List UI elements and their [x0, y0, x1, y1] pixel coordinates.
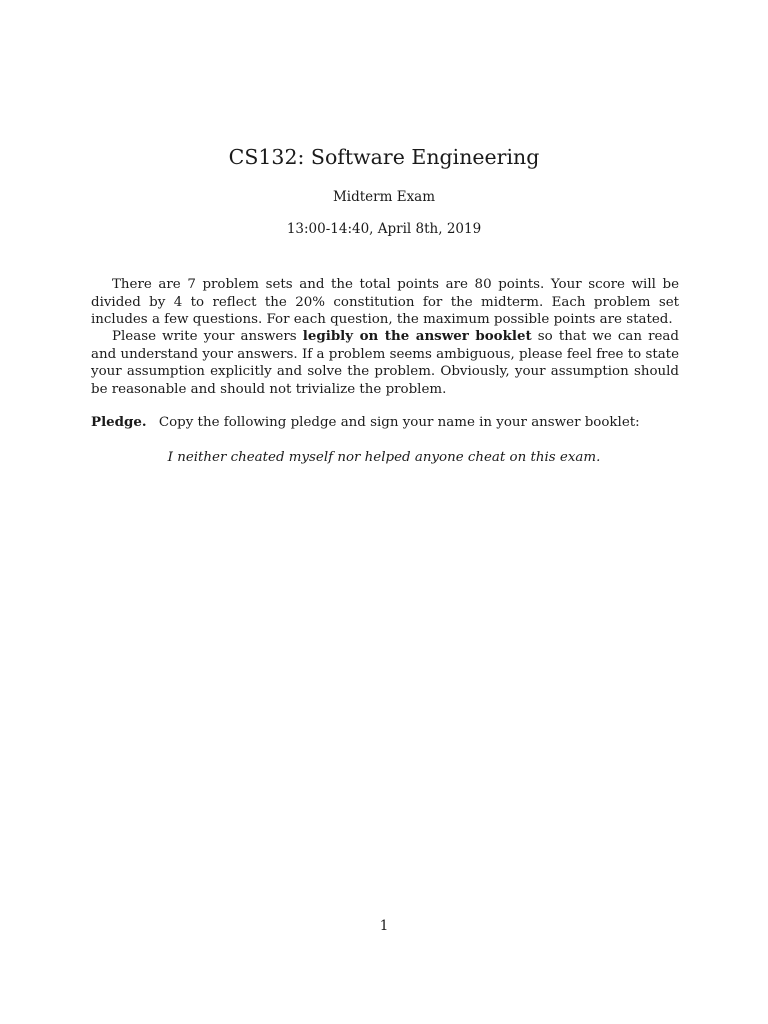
instructions-paragraph-1: There are 7 problem sets and the total points are 80 points. Your score will be divided by 4 to reflect the 20% constitution for the midterm. Each problem set includes a few questions. For each question, the maximum possible points are stated.	[91, 277, 679, 328]
pledge-quote: I neither cheated myself nor helped anyone cheat on this exam.	[167, 450, 601, 465]
page-title: CS132: Software Engineering	[228, 145, 540, 169]
page-number: 1	[379, 918, 389, 934]
pledge-text: Copy the following pledge and sign your name in your answer booklet:	[158, 415, 640, 430]
exam-datetime: 13:00-14:40, April 8th, 2019	[286, 221, 482, 237]
instructions-paragraph-2-start: Please write your answers	[112, 329, 303, 344]
pledge-section	[91, 413, 679, 432]
instructions-emphasis: legibly on the answer booklet	[302, 328, 532, 344]
exam-subtitle: Midterm Exam	[332, 189, 436, 205]
instructions-paragraph-2	[91, 328, 679, 398]
pledge-label: Pledge.	[91, 414, 147, 430]
instructions-paragraph-2-end: so that we can read and understand your answers. If a problem seems ambiguous, please feel free to state your assumption explicitly and solve the problem. Obviously, your assumption should be reasonable and should not trivialize the problem.	[91, 329, 679, 397]
